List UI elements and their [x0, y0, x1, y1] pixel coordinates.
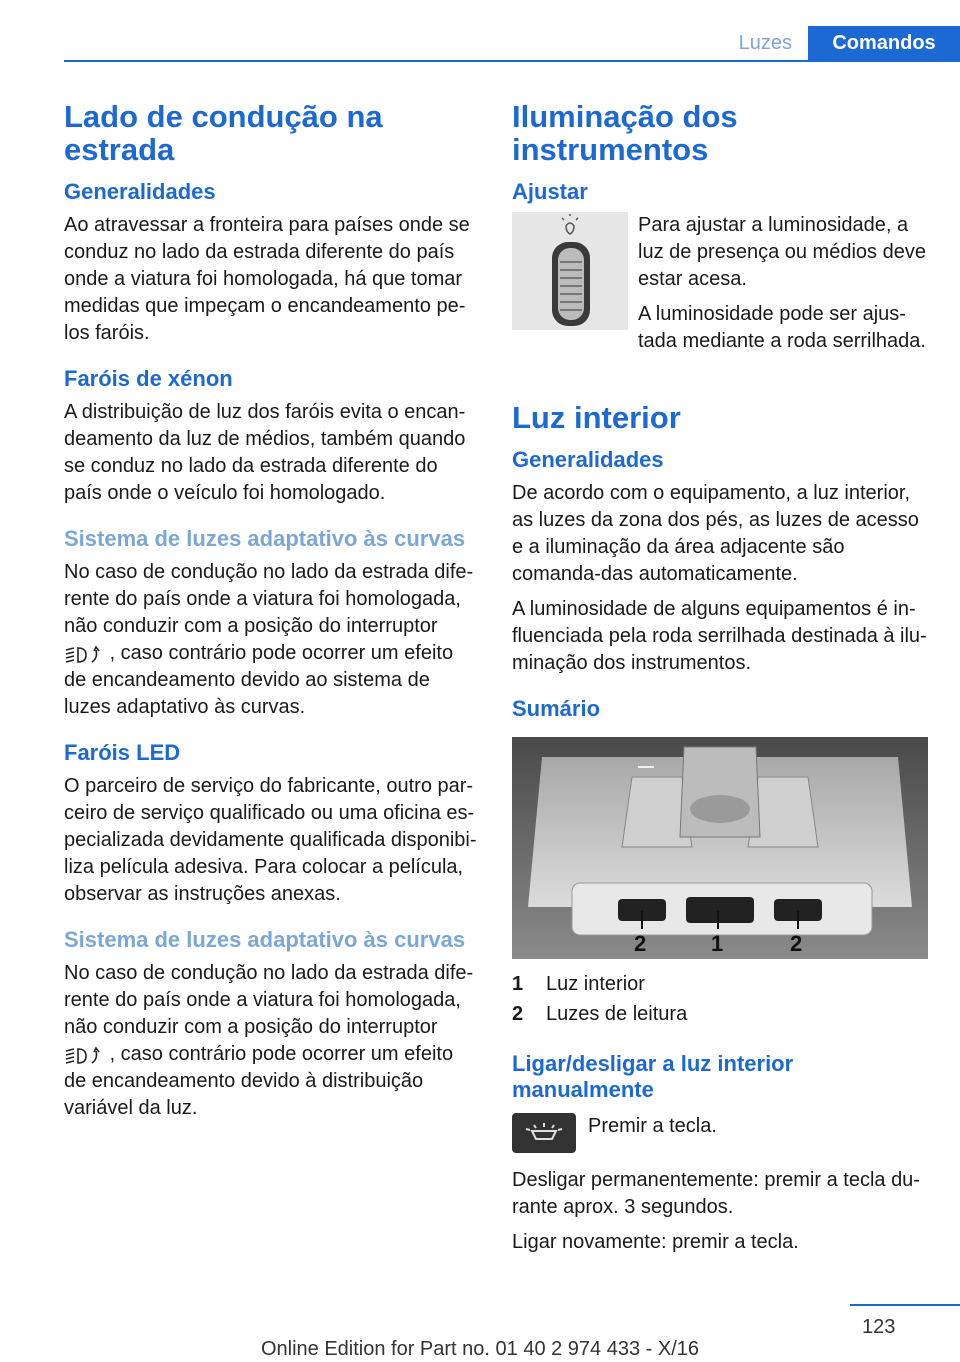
premir-text: Premir a tecla.: [588, 1115, 717, 1137]
legend-list: [512, 969, 928, 1029]
thumbwheel-icon: [512, 212, 628, 330]
text-adaptive-curves-2a: No caso de condução no lado da estrada dife‐rente do país onde a viatura foi homologada, não conduzir com a posição do interruptor: [64, 962, 474, 1038]
heading-ajustar: Ajustar: [512, 179, 588, 204]
footer-rule: [850, 1304, 960, 1306]
edition-footer: Online Edition for Part no. 01 40 2 974 433 - X/16: [260, 1338, 700, 1360]
interior-paragraph-2: A luminosidade de alguns equipamentos é in‐fluenciada pela roda serrilhada destinada à ilu‐minação dos instrumentos.: [512, 598, 927, 674]
premir-block: [512, 1113, 928, 1153]
text-farois-led: O parceiro de serviço do fabricante, outro par‐ceiro de serviço qualificado ou uma oficina es‐pecializada devidamente qualificada disponibi‐liza película adesiva. Para colocar a película, observar as instruções anexas.: [64, 775, 477, 905]
legend-number: 1: [512, 973, 524, 995]
photo-label-center: 1: [711, 931, 724, 956]
text-generalidades: Ao atravessar a fronteira para países onde se conduz no lado da estrada diferente do país onde a viatura foi homologada, há que tomar medidas que impeçam o encandeamento pe‐los faróis.: [64, 214, 470, 344]
text-farois-xenon: A distribuição de luz dos faróis evita o encan‐deamento da luz de médios, também quando se conduz no lado da estrada diferente do país onde o veículo foi homologado.: [64, 401, 466, 504]
interior-paragraph-1: De acordo com o equipamento, a luz interior, as luzes da zona dos pés, as luzes de acesso e a iluminação da área adjacente são comanda‐das automaticamente.: [512, 482, 919, 585]
heading-sumario: Sumário: [512, 696, 601, 721]
manual-paragraph-1: Desligar permanentemente: premir a tecla du‐rante aprox. 3 segundos.: [512, 1169, 920, 1218]
heading-adaptive-curves-2: Sistema de luzes adaptativo às curvas: [64, 927, 466, 952]
header-section: Luzes: [738, 32, 792, 54]
left-column: [64, 100, 478, 1130]
adjust-text: [638, 212, 928, 363]
text-adaptive-curves-2b: , caso contrário pode ocorrer um efeito de encandeamento devido à distribuição variável da luz.: [64, 1043, 454, 1119]
legend-item: [512, 999, 928, 1029]
roof-console-photo: [512, 737, 928, 959]
running-header: [723, 26, 960, 60]
header-chapter-tab: Comandos: [808, 26, 960, 60]
heading-farois-led: Faróis LED: [64, 740, 181, 765]
adjust-paragraph-1: Para ajustar a luminosidade, a luz de presença ou médios deve estar acesa.: [638, 214, 926, 290]
legend-text: Luz interior: [546, 973, 645, 995]
adaptive-light-switch-icon: [64, 642, 104, 666]
photo-label-right: 2: [790, 931, 803, 956]
right-title: Iluminação dos instrumentos: [512, 99, 738, 167]
header-rule: [64, 60, 960, 62]
right-column: [512, 100, 928, 1264]
heading-manual-switch: Ligar/desligar a luz interior manualmente: [512, 1051, 794, 1102]
heading-adaptive-curves-1: Sistema de luzes adaptativo às curvas: [64, 526, 466, 551]
text-adaptive-curves-1a: No caso de condução no lado da estrada dife‐rente do país onde a viatura foi homologada, não conduzir com a posição do interruptor: [64, 561, 474, 637]
adjust-paragraph-2: A luminosidade pode ser ajus‐tada mediante a roda serrilhada.: [638, 303, 926, 352]
photo-label-left: 2: [634, 931, 647, 956]
adaptive-light-switch-icon: [64, 1043, 104, 1067]
heading-generalidades-2: Generalidades: [512, 447, 664, 472]
legend-item: [512, 969, 928, 999]
thumbwheel-image: [512, 212, 628, 330]
heading-generalidades: Generalidades: [64, 179, 216, 204]
legend-number: 2: [512, 1003, 524, 1025]
page-number: 123: [862, 1316, 896, 1338]
interior-light-icon: [512, 1113, 576, 1153]
text-adaptive-curves-2: [64, 960, 478, 1122]
heading-farois-xenon: Faróis de xénon: [64, 366, 233, 391]
left-title: Lado de condução na estrada: [64, 99, 383, 167]
text-adaptive-curves-1: [64, 559, 478, 721]
text-adaptive-curves-1b: , caso contrário pode ocorrer um efeito de encandeamento devido ao sistema de luzes adaptativo às curvas.: [64, 642, 454, 718]
legend-text: Luzes de leitura: [546, 1003, 688, 1025]
adjust-block: [512, 212, 928, 363]
luz-interior-title: Luz interior: [512, 400, 681, 435]
manual-paragraph-2: Ligar novamente: premir a tecla.: [512, 1231, 799, 1253]
interior-light-button-image: [512, 1113, 576, 1153]
